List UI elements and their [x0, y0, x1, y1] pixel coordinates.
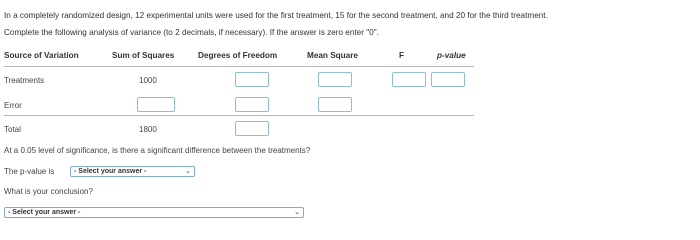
row-treatments-label: Treatments	[4, 76, 45, 85]
pvalue-prefix-label: The p-value is	[4, 167, 55, 176]
p-value-input[interactable]	[431, 72, 465, 87]
treatments-df-input[interactable]	[235, 72, 269, 87]
f-statistic-input[interactable]	[392, 72, 426, 87]
row-total-sum-of-squares: 1800	[139, 125, 157, 134]
header-divider	[4, 66, 474, 67]
row-divider	[4, 115, 474, 116]
error-sum-of-squares-input[interactable]	[137, 97, 175, 112]
row-total-label: Total	[4, 125, 21, 134]
treatments-mean-square-input[interactable]	[318, 72, 352, 87]
pvalue-select[interactable]	[70, 166, 195, 177]
row-error-label: Error	[4, 101, 22, 110]
header-p-value: p-value	[437, 51, 466, 60]
error-df-input[interactable]	[235, 97, 269, 112]
pvalue-select-label: - Select your answer -	[74, 168, 147, 175]
row-treatments-sum-of-squares: 1000	[139, 76, 157, 85]
significance-question: At a 0.05 level of significance, is there a significant difference between the treatments?	[4, 146, 311, 155]
header-mean-square: Mean Square	[307, 51, 358, 60]
conclusion-question: What is your conclusion?	[4, 187, 93, 196]
header-source: Source of Variation	[4, 51, 79, 60]
total-df-input[interactable]	[235, 121, 269, 136]
header-f: F	[399, 51, 405, 60]
question-text-line1: In a completely randomized design, 12 experimental units were used for the first treatment, 15 for the second treatment, and 20 for the third treatment.	[4, 11, 548, 20]
conclusion-select-label: - Select your answer -	[8, 209, 81, 216]
conclusion-select[interactable]	[4, 207, 304, 218]
question-text-line2: Complete the following analysis of variance (to 2 decimals, if necessary). If the answer is zero enter "0".	[4, 28, 379, 37]
chevron-down-icon: ⌄	[294, 209, 300, 216]
header-sum-of-squares: Sum of Squares	[112, 51, 175, 60]
header-degrees-of-freedom: Degrees of Freedom	[198, 51, 278, 60]
error-mean-square-input[interactable]	[318, 97, 352, 112]
chevron-down-icon: ⌄	[185, 168, 191, 175]
